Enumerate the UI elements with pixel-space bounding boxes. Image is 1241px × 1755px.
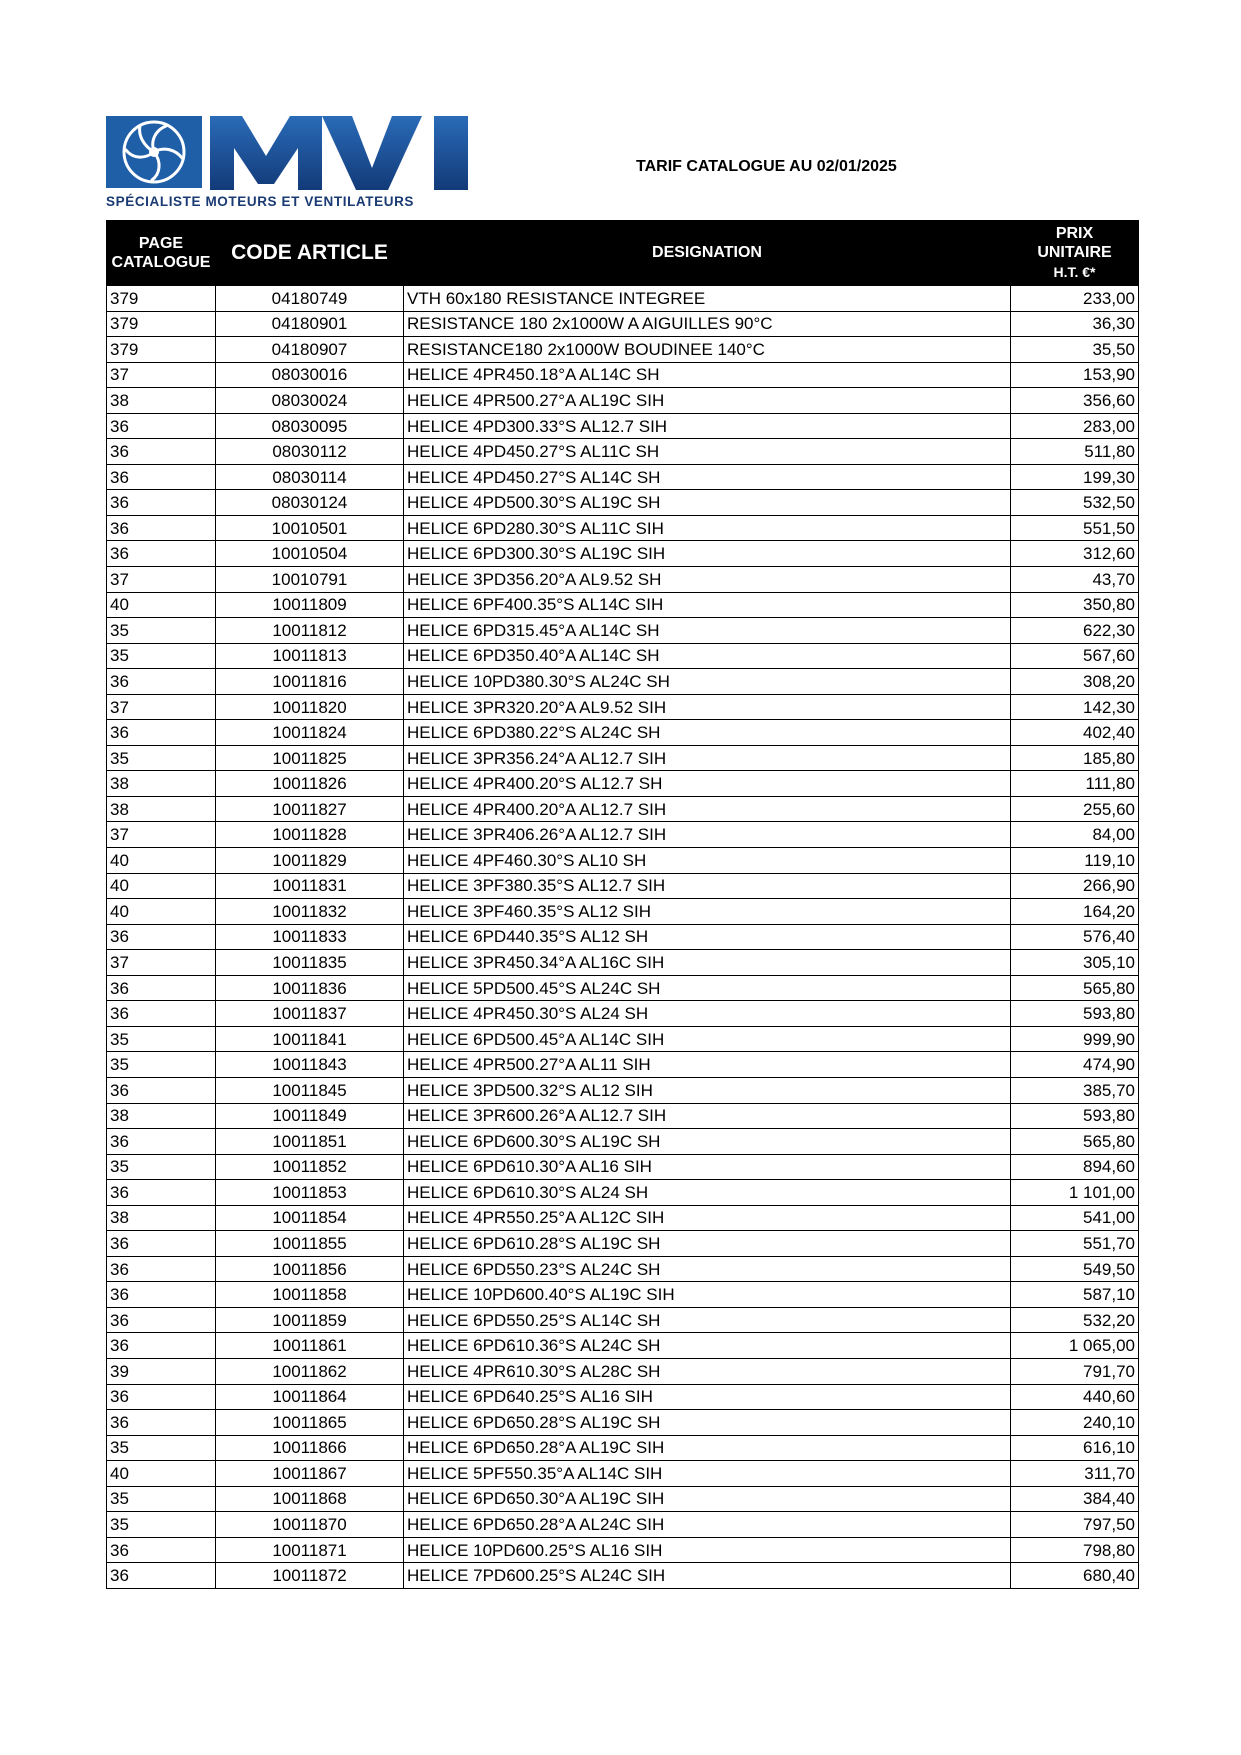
cell-page-catalogue: 35 <box>107 1052 216 1078</box>
table-row <box>107 1410 1139 1436</box>
cell-code-article: 10011867 <box>216 1461 404 1487</box>
cell-prix-unitaire: 616,10 <box>1011 1435 1139 1461</box>
cell-page-catalogue: 37 <box>107 950 216 976</box>
table-row <box>107 1537 1139 1563</box>
cell-prix-unitaire: 532,50 <box>1011 490 1139 516</box>
cell-code-article: 10011824 <box>216 720 404 746</box>
cell-designation: RESISTANCE180 2x1000W BOUDINEE 140°C <box>404 337 1011 363</box>
cell-code-article: 10011852 <box>216 1154 404 1180</box>
cell-code-article: 10011826 <box>216 771 404 797</box>
table-row <box>107 618 1139 644</box>
cell-page-catalogue: 35 <box>107 618 216 644</box>
cell-page-catalogue: 36 <box>107 1563 216 1589</box>
cell-code-article: 10010504 <box>216 541 404 567</box>
table-row <box>107 388 1139 414</box>
header-designation: DESIGNATION <box>404 221 1011 286</box>
cell-code-article: 10011865 <box>216 1410 404 1436</box>
table-row <box>107 848 1139 874</box>
cell-designation: HELICE 4PD450.27°S AL11C SH <box>404 439 1011 465</box>
cell-code-article: 10011835 <box>216 950 404 976</box>
table-row <box>107 1129 1139 1155</box>
cell-prix-unitaire: 199,30 <box>1011 464 1139 490</box>
cell-designation: HELICE 6PD610.28°S AL19C SH <box>404 1231 1011 1257</box>
cell-page-catalogue: 36 <box>107 1384 216 1410</box>
cell-page-catalogue: 37 <box>107 822 216 848</box>
cell-code-article: 10011871 <box>216 1537 404 1563</box>
cell-page-catalogue: 36 <box>107 464 216 490</box>
table-row <box>107 541 1139 567</box>
cell-code-article: 10011837 <box>216 1001 404 1027</box>
cell-code-article: 10011809 <box>216 592 404 618</box>
header-prix-line2: UNITAIRE <box>1037 244 1112 262</box>
cell-code-article: 10010501 <box>216 515 404 541</box>
cell-page-catalogue: 36 <box>107 541 216 567</box>
cell-designation: HELICE 5PF550.35°A AL14C SIH <box>404 1461 1011 1487</box>
cell-code-article: 10011866 <box>216 1435 404 1461</box>
cell-designation: HELICE 3PF460.35°S AL12 SIH <box>404 899 1011 925</box>
cell-code-article: 10011870 <box>216 1512 404 1538</box>
table-row <box>107 1358 1139 1384</box>
cell-page-catalogue: 36 <box>107 720 216 746</box>
cell-prix-unitaire: 532,20 <box>1011 1307 1139 1333</box>
table-row <box>107 1052 1139 1078</box>
cell-designation: HELICE 6PD650.30°A AL19C SIH <box>404 1486 1011 1512</box>
cell-designation: HELICE 3PR406.26°A AL12.7 SIH <box>404 822 1011 848</box>
cell-code-article: 08030124 <box>216 490 404 516</box>
cell-code-article: 08030024 <box>216 388 404 414</box>
cell-page-catalogue: 35 <box>107 1154 216 1180</box>
cell-designation: HELICE 3PR320.20°A AL9.52 SIH <box>404 694 1011 720</box>
cell-code-article: 10011813 <box>216 643 404 669</box>
table-row <box>107 1512 1139 1538</box>
table-row <box>107 1026 1139 1052</box>
cell-prix-unitaire: 798,80 <box>1011 1537 1139 1563</box>
cell-prix-unitaire: 551,50 <box>1011 515 1139 541</box>
table-row <box>107 899 1139 925</box>
table-row <box>107 1001 1139 1027</box>
cell-designation: HELICE 6PF400.35°S AL14C SIH <box>404 592 1011 618</box>
table-row <box>107 311 1139 337</box>
table-row <box>107 1231 1139 1257</box>
cell-prix-unitaire: 593,80 <box>1011 1001 1139 1027</box>
cell-prix-unitaire: 549,50 <box>1011 1256 1139 1282</box>
table-row <box>107 771 1139 797</box>
table-row <box>107 745 1139 771</box>
cell-designation: HELICE 4PR550.25°A AL12C SIH <box>404 1205 1011 1231</box>
cell-prix-unitaire: 35,50 <box>1011 337 1139 363</box>
cell-prix-unitaire: 142,30 <box>1011 694 1139 720</box>
cell-code-article: 08030112 <box>216 439 404 465</box>
table-row <box>107 1333 1139 1359</box>
cell-page-catalogue: 36 <box>107 490 216 516</box>
cell-code-article: 10011851 <box>216 1129 404 1155</box>
cell-page-catalogue: 36 <box>107 1282 216 1308</box>
cell-prix-unitaire: 440,60 <box>1011 1384 1139 1410</box>
cell-code-article: 10011864 <box>216 1384 404 1410</box>
header-page-line1: PAGE <box>138 234 184 252</box>
table-row <box>107 362 1139 388</box>
cell-code-article: 04180901 <box>216 311 404 337</box>
cell-prix-unitaire: 119,10 <box>1011 848 1139 874</box>
cell-page-catalogue: 35 <box>107 1486 216 1512</box>
cell-page-catalogue: 35 <box>107 745 216 771</box>
cell-prix-unitaire: 587,10 <box>1011 1282 1139 1308</box>
cell-code-article: 08030016 <box>216 362 404 388</box>
cell-prix-unitaire: 305,10 <box>1011 950 1139 976</box>
cell-page-catalogue: 379 <box>107 286 216 312</box>
table-row <box>107 464 1139 490</box>
table-row <box>107 950 1139 976</box>
table-row <box>107 337 1139 363</box>
cell-code-article: 08030114 <box>216 464 404 490</box>
cell-page-catalogue: 36 <box>107 1001 216 1027</box>
cell-prix-unitaire: 541,00 <box>1011 1205 1139 1231</box>
cell-designation: HELICE 6PD440.35°S AL12 SH <box>404 924 1011 950</box>
table-row <box>107 796 1139 822</box>
table-row <box>107 720 1139 746</box>
cell-page-catalogue: 36 <box>107 1077 216 1103</box>
cell-page-catalogue: 36 <box>107 924 216 950</box>
cell-prix-unitaire: 153,90 <box>1011 362 1139 388</box>
table-row <box>107 822 1139 848</box>
cell-page-catalogue: 379 <box>107 337 216 363</box>
cell-page-catalogue: 36 <box>107 1537 216 1563</box>
cell-prix-unitaire: 185,80 <box>1011 745 1139 771</box>
cell-page-catalogue: 38 <box>107 1205 216 1231</box>
cell-designation: HELICE 6PD300.30°S AL19C SIH <box>404 541 1011 567</box>
table-row <box>107 643 1139 669</box>
cell-designation: HELICE 6PD650.28°S AL19C SH <box>404 1410 1011 1436</box>
cell-designation: HELICE 6PD610.30°S AL24 SH <box>404 1180 1011 1206</box>
cell-code-article: 10011841 <box>216 1026 404 1052</box>
cell-prix-unitaire: 311,70 <box>1011 1461 1139 1487</box>
cell-designation: HELICE 6PD610.36°S AL24C SH <box>404 1333 1011 1359</box>
cell-designation: HELICE 4PD500.30°S AL19C SH <box>404 490 1011 516</box>
cell-designation: HELICE 3PF380.35°S AL12.7 SIH <box>404 873 1011 899</box>
table-row <box>107 567 1139 593</box>
cell-prix-unitaire: 511,80 <box>1011 439 1139 465</box>
cell-code-article: 10011872 <box>216 1563 404 1589</box>
cell-designation: HELICE 7PD600.25°S AL24C SIH <box>404 1563 1011 1589</box>
cell-designation: HELICE 4PR400.20°S AL12.7 SH <box>404 771 1011 797</box>
cell-designation: HELICE 6PD650.28°A AL19C SIH <box>404 1435 1011 1461</box>
cell-designation: HELICE 6PD500.45°A AL14C SIH <box>404 1026 1011 1052</box>
table-row <box>107 286 1139 312</box>
table-row <box>107 413 1139 439</box>
logo-tagline: SPÉCIALISTE MOTEURS ET VENTILATEURS <box>106 194 415 209</box>
cell-page-catalogue: 36 <box>107 515 216 541</box>
cell-prix-unitaire: 84,00 <box>1011 822 1139 848</box>
cell-prix-unitaire: 622,30 <box>1011 618 1139 644</box>
cell-designation: HELICE 6PD650.28°A AL24C SIH <box>404 1512 1011 1538</box>
cell-page-catalogue: 37 <box>107 362 216 388</box>
cell-designation: RESISTANCE 180 2x1000W A AIGUILLES 90°C <box>404 311 1011 337</box>
cell-prix-unitaire: 999,90 <box>1011 1026 1139 1052</box>
cell-prix-unitaire: 240,10 <box>1011 1410 1139 1436</box>
table-row <box>107 490 1139 516</box>
cell-code-article: 10011816 <box>216 669 404 695</box>
cell-designation: HELICE 6PD550.23°S AL24C SH <box>404 1256 1011 1282</box>
cell-prix-unitaire: 797,50 <box>1011 1512 1139 1538</box>
cell-page-catalogue: 36 <box>107 669 216 695</box>
cell-page-catalogue: 38 <box>107 388 216 414</box>
table-row <box>107 873 1139 899</box>
cell-code-article: 10011827 <box>216 796 404 822</box>
table-row <box>107 975 1139 1001</box>
cell-page-catalogue: 40 <box>107 873 216 899</box>
table-row <box>107 1103 1139 1129</box>
cell-designation: HELICE 6PD640.25°S AL16 SIH <box>404 1384 1011 1410</box>
cell-designation: HELICE 10PD600.25°S AL16 SIH <box>404 1537 1011 1563</box>
cell-designation: HELICE 10PD380.30°S AL24C SH <box>404 669 1011 695</box>
cell-code-article: 08030095 <box>216 413 404 439</box>
document-title: TARIF CATALOGUE AU 02/01/2025 <box>636 158 897 175</box>
cell-code-article: 10011828 <box>216 822 404 848</box>
cell-prix-unitaire: 266,90 <box>1011 873 1139 899</box>
cell-prix-unitaire: 565,80 <box>1011 1129 1139 1155</box>
cell-page-catalogue: 36 <box>107 413 216 439</box>
cell-prix-unitaire: 402,40 <box>1011 720 1139 746</box>
price-table <box>106 220 1139 1589</box>
table-row <box>107 1435 1139 1461</box>
table-row <box>107 439 1139 465</box>
cell-code-article: 10011825 <box>216 745 404 771</box>
cell-prix-unitaire: 111,80 <box>1011 771 1139 797</box>
cell-designation: HELICE 4PR400.20°A AL12.7 SIH <box>404 796 1011 822</box>
cell-designation: HELICE 4PR500.27°A AL11 SIH <box>404 1052 1011 1078</box>
fan-icon <box>106 116 202 188</box>
cell-designation: HELICE 3PD356.20°A AL9.52 SH <box>404 567 1011 593</box>
cell-code-article: 10011829 <box>216 848 404 874</box>
cell-prix-unitaire: 233,00 <box>1011 286 1139 312</box>
cell-page-catalogue: 36 <box>107 1256 216 1282</box>
cell-page-catalogue: 40 <box>107 848 216 874</box>
cell-prix-unitaire: 680,40 <box>1011 1563 1139 1589</box>
cell-code-article: 10011845 <box>216 1077 404 1103</box>
cell-designation: HELICE 6PD610.30°A AL16 SIH <box>404 1154 1011 1180</box>
cell-prix-unitaire: 1 101,00 <box>1011 1180 1139 1206</box>
cell-designation: HELICE 4PD300.33°S AL12.7 SIH <box>404 413 1011 439</box>
cell-page-catalogue: 36 <box>107 1307 216 1333</box>
table-row <box>107 1461 1139 1487</box>
cell-page-catalogue: 39 <box>107 1358 216 1384</box>
cell-designation: HELICE 6PD600.30°S AL19C SH <box>404 1129 1011 1155</box>
cell-prix-unitaire: 164,20 <box>1011 899 1139 925</box>
cell-code-article: 04180749 <box>216 286 404 312</box>
cell-designation: HELICE 4PF460.30°S AL10 SH <box>404 848 1011 874</box>
header-page-line2: CATALOGUE <box>111 254 211 271</box>
cell-prix-unitaire: 43,70 <box>1011 567 1139 593</box>
cell-designation: HELICE 3PD500.32°S AL12 SIH <box>404 1077 1011 1103</box>
cell-prix-unitaire: 36,30 <box>1011 311 1139 337</box>
table-row <box>107 694 1139 720</box>
mvi-wordmark <box>206 112 478 192</box>
cell-code-article: 10011820 <box>216 694 404 720</box>
cell-designation: HELICE 4PR450.18°A AL14C SH <box>404 362 1011 388</box>
table-row <box>107 1256 1139 1282</box>
cell-page-catalogue: 40 <box>107 899 216 925</box>
cell-code-article: 10011861 <box>216 1333 404 1359</box>
cell-designation: HELICE 6PD550.25°S AL14C SH <box>404 1307 1011 1333</box>
cell-page-catalogue: 38 <box>107 1103 216 1129</box>
cell-code-article: 10011862 <box>216 1358 404 1384</box>
cell-prix-unitaire: 283,00 <box>1011 413 1139 439</box>
cell-page-catalogue: 35 <box>107 1512 216 1538</box>
cell-designation: HELICE 3PR356.24°A AL12.7 SIH <box>404 745 1011 771</box>
table-row <box>107 1384 1139 1410</box>
cell-designation: HELICE 5PD500.45°S AL24C SH <box>404 975 1011 1001</box>
table-header-row <box>107 221 1139 286</box>
cell-prix-unitaire: 791,70 <box>1011 1358 1139 1384</box>
cell-prix-unitaire: 350,80 <box>1011 592 1139 618</box>
cell-prix-unitaire: 308,20 <box>1011 669 1139 695</box>
cell-prix-unitaire: 567,60 <box>1011 643 1139 669</box>
cell-code-article: 10011832 <box>216 899 404 925</box>
cell-code-article: 10011856 <box>216 1256 404 1282</box>
table-row <box>107 515 1139 541</box>
cell-prix-unitaire: 565,80 <box>1011 975 1139 1001</box>
cell-designation: HELICE 6PD315.45°A AL14C SH <box>404 618 1011 644</box>
cell-prix-unitaire: 312,60 <box>1011 541 1139 567</box>
cell-designation: HELICE 3PR600.26°A AL12.7 SIH <box>404 1103 1011 1129</box>
cell-page-catalogue: 36 <box>107 975 216 1001</box>
cell-code-article: 10011868 <box>216 1486 404 1512</box>
cell-designation: HELICE 6PD350.40°A AL14C SH <box>404 643 1011 669</box>
header-prix <box>1011 221 1139 286</box>
cell-code-article: 10011858 <box>216 1282 404 1308</box>
cell-designation: HELICE 4PR500.27°A AL19C SIH <box>404 388 1011 414</box>
cell-page-catalogue: 38 <box>107 771 216 797</box>
cell-page-catalogue: 36 <box>107 1231 216 1257</box>
cell-page-catalogue: 37 <box>107 694 216 720</box>
cell-prix-unitaire: 894,60 <box>1011 1154 1139 1180</box>
cell-prix-unitaire: 356,60 <box>1011 388 1139 414</box>
header-page-catalogue <box>107 221 216 286</box>
cell-page-catalogue: 35 <box>107 1435 216 1461</box>
cell-page-catalogue: 35 <box>107 1026 216 1052</box>
table-row <box>107 669 1139 695</box>
cell-designation: HELICE 4PR610.30°S AL28C SH <box>404 1358 1011 1384</box>
mvi-logo <box>106 114 478 210</box>
table-row <box>107 1282 1139 1308</box>
header-prix-line1: PRIX <box>1055 225 1094 243</box>
cell-code-article: 10011859 <box>216 1307 404 1333</box>
cell-page-catalogue: 40 <box>107 1461 216 1487</box>
table-row <box>107 924 1139 950</box>
table-row <box>107 1154 1139 1180</box>
cell-page-catalogue: 36 <box>107 1180 216 1206</box>
cell-prix-unitaire: 385,70 <box>1011 1077 1139 1103</box>
header-prix-line3: H.T. €* <box>1053 263 1096 280</box>
cell-code-article: 10011849 <box>216 1103 404 1129</box>
cell-code-article: 10011855 <box>216 1231 404 1257</box>
cell-prix-unitaire: 474,90 <box>1011 1052 1139 1078</box>
cell-code-article: 10011854 <box>216 1205 404 1231</box>
cell-page-catalogue: 37 <box>107 567 216 593</box>
header-code-article: CODE ARTICLE <box>216 221 404 286</box>
cell-code-article: 10011836 <box>216 975 404 1001</box>
table-row <box>107 1180 1139 1206</box>
cell-page-catalogue: 36 <box>107 1410 216 1436</box>
cell-prix-unitaire: 255,60 <box>1011 796 1139 822</box>
cell-designation: HELICE 4PD450.27°S AL14C SH <box>404 464 1011 490</box>
cell-prix-unitaire: 576,40 <box>1011 924 1139 950</box>
cell-page-catalogue: 36 <box>107 1333 216 1359</box>
cell-prix-unitaire: 551,70 <box>1011 1231 1139 1257</box>
table-row <box>107 1307 1139 1333</box>
cell-designation: VTH 60x180 RESISTANCE INTEGREE <box>404 286 1011 312</box>
cell-code-article: 10011833 <box>216 924 404 950</box>
cell-code-article: 10011843 <box>216 1052 404 1078</box>
cell-page-catalogue: 379 <box>107 311 216 337</box>
cell-prix-unitaire: 1 065,00 <box>1011 1333 1139 1359</box>
table-row <box>107 592 1139 618</box>
table-row <box>107 1205 1139 1231</box>
table-row <box>107 1563 1139 1589</box>
cell-code-article: 10011831 <box>216 873 404 899</box>
cell-designation: HELICE 6PD380.22°S AL24C SH <box>404 720 1011 746</box>
cell-page-catalogue: 36 <box>107 1129 216 1155</box>
cell-prix-unitaire: 593,80 <box>1011 1103 1139 1129</box>
cell-page-catalogue: 35 <box>107 643 216 669</box>
cell-code-article: 10011853 <box>216 1180 404 1206</box>
cell-page-catalogue: 40 <box>107 592 216 618</box>
cell-code-article: 10011812 <box>216 618 404 644</box>
cell-prix-unitaire: 384,40 <box>1011 1486 1139 1512</box>
cell-designation: HELICE 10PD600.40°S AL19C SIH <box>404 1282 1011 1308</box>
cell-page-catalogue: 36 <box>107 439 216 465</box>
cell-designation: HELICE 6PD280.30°S AL11C SIH <box>404 515 1011 541</box>
cell-code-article: 10010791 <box>216 567 404 593</box>
cell-page-catalogue: 38 <box>107 796 216 822</box>
cell-designation: HELICE 4PR450.30°S AL24 SH <box>404 1001 1011 1027</box>
table-row <box>107 1486 1139 1512</box>
cell-code-article: 04180907 <box>216 337 404 363</box>
cell-designation: HELICE 3PR450.34°A AL16C SIH <box>404 950 1011 976</box>
table-row <box>107 1077 1139 1103</box>
